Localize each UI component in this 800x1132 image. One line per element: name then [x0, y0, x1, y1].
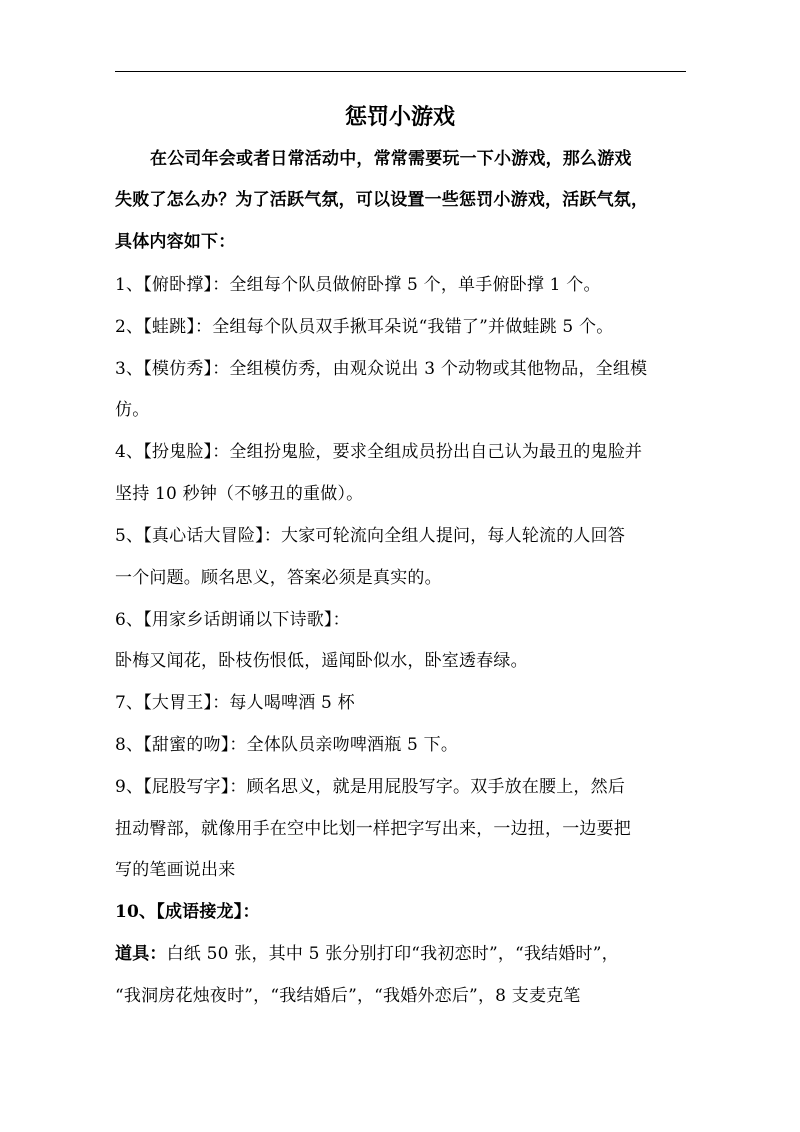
item-1-line: 1、【俯卧撑】：全组每个队员做俯卧撑 5 个，单手俯卧撑 1 个。 — [115, 275, 601, 295]
item-6-line-1: 6、【用家乡话朗诵以下诗歌】： — [115, 610, 350, 630]
props-label: 道具： — [115, 944, 167, 964]
item-3-line-1: 3、【模仿秀】：全组模仿秀，由观众说出 3 个动物或其他物品，全组模 — [115, 359, 648, 379]
header-rule — [115, 71, 686, 72]
intro-line-1: 在公司年会或者日常活动中，常常需要玩一下小游戏，那么游戏 — [150, 149, 632, 169]
item-10-heading: 10、【成语接龙】： — [115, 902, 260, 922]
props-line-1 — [115, 941, 686, 967]
item-2-line: 2、【蛙跳】：全组每个队员双手揪耳朵说“我错了”并做蛙跳 5 个。 — [115, 317, 614, 337]
item-9-line-2: 扭动臀部，就像用手在空中比划一样把字写出来，一边扭，一边要把 — [115, 819, 631, 839]
intro-line-3: 具体内容如下： — [115, 232, 236, 252]
item-4-line-2: 坚持 10 秒钟（不够丑的重做）。 — [115, 484, 364, 504]
item-4-line-1: 4、【扮鬼脸】：全组扮鬼脸，要求全组成员扮出自己认为最丑的鬼脸并 — [115, 442, 643, 462]
props-line-2: “我洞房花烛夜时”，“我结婚后”，“我婚外恋后”，8 支麦克笔 — [115, 986, 581, 1006]
item-9-line-3: 写的笔画说出来 — [115, 860, 236, 880]
props-text-1: 白纸 50 张，其中 5 张分别打印“我初恋时”，“我结婚时”， — [166, 944, 619, 964]
item-3-line-2: 仿。 — [115, 400, 150, 420]
item-5-line-2: 一个问题。顾名思义，答案必须是真实的。 — [115, 568, 442, 588]
item-9-line-1: 9、【屁股写字】：顾名思义，就是用屁股写字。双手放在腰上，然后 — [115, 777, 626, 797]
item-5-line-1: 5、【真心话大冒险】：大家可轮流向全组人提问，每人轮流的人回答 — [115, 526, 626, 546]
item-7-line: 7、【大胃王】：每人喝啤酒 5 杯 — [115, 693, 355, 713]
page-title: 惩罚小游戏 — [344, 104, 455, 130]
intro-line-2: 失败了怎么办？为了活跃气氛，可以设置一些惩罚小游戏，活跃气氛， — [115, 190, 649, 210]
item-6-poem: 卧梅又闻花，卧枝伤恨低，遥闻卧似水，卧室透春绿。 — [115, 651, 528, 671]
item-8-line: 8、【甜蜜的吻】：全体队员亲吻啤酒瓶 5 下。 — [115, 735, 459, 755]
